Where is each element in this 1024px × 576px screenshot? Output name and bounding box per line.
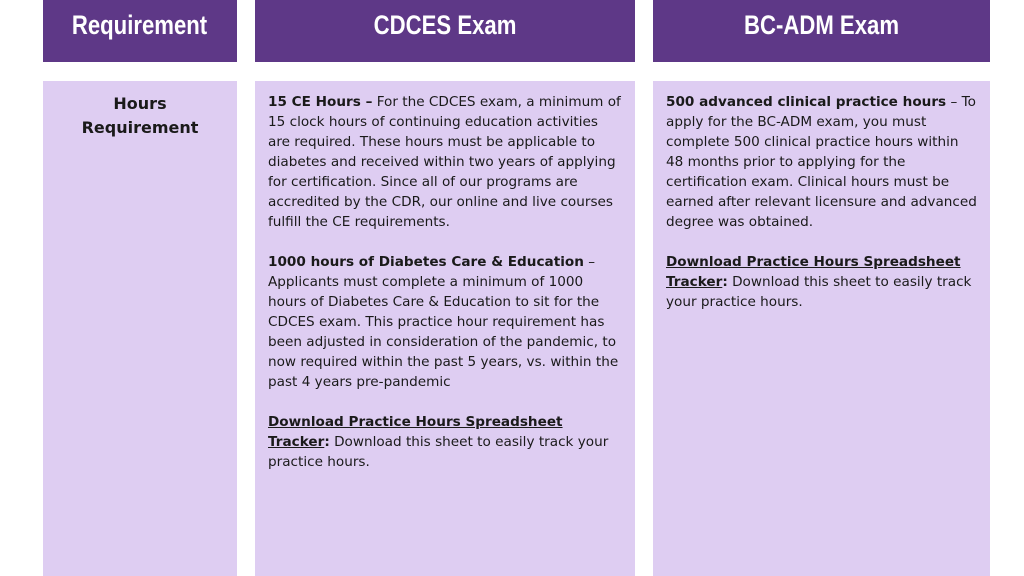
header-cdces-label: CDCES Exam bbox=[373, 9, 517, 40]
cell-bcadm-hours bbox=[653, 81, 990, 576]
bcadm-download-paragraph bbox=[666, 252, 977, 312]
bcadm-download-text: Download this sheet to easily track your practice hours. bbox=[666, 274, 972, 310]
cdces-care-text: – Applicants must complete a minimum of 1000 hours of Diabetes Care & Education to sit for the CDCES exam. This practice hour requirement has been adjusted in consideration of the pandemic, to now required within the past 5 years, vs. within the past 4 years pre-pandemic bbox=[268, 254, 619, 390]
bcadm-clinical-paragraph bbox=[666, 92, 977, 232]
cdces-care-paragraph bbox=[268, 252, 622, 392]
header-bcadm-exam bbox=[653, 0, 990, 62]
bcadm-clinical-title: 500 advanced clinical practice hours bbox=[666, 94, 947, 110]
cdces-download-text: Download this sheet to easily track your practice hours. bbox=[268, 434, 609, 470]
header-requirement-label: Requirement bbox=[72, 9, 208, 40]
bcadm-download-link[interactable]: Download Practice Hours Spreadsheet Tracker bbox=[666, 254, 961, 290]
cell-hours-requirement bbox=[43, 81, 237, 576]
cdces-care-title: 1000 hours of Diabetes Care & Education bbox=[268, 254, 584, 270]
header-requirement bbox=[43, 0, 237, 62]
cdces-download-link[interactable]: Download Practice Hours Spreadsheet Tracker bbox=[268, 414, 563, 450]
cdces-download-paragraph bbox=[268, 412, 622, 472]
cdces-ce-text: For the CDCES exam, a minimum of 15 clock hours of continuing education activities are required. These hours must be applicable to diabetes and received within two years of applying for certification. Since all of our programs are accredited by the CDR, our online and live courses fulfill the CE requirements. bbox=[268, 94, 621, 230]
bcadm-clinical-text: – To apply for the BC-ADM exam, you must complete 500 clinical practice hours within 48 months prior to applying for the certification exam. Clinical hours must be earned after relevant licensure and advanced degree was obtained. bbox=[666, 94, 977, 230]
cdces-download-colon: : bbox=[324, 434, 330, 450]
hours-requirement-label: Hours Requirement bbox=[81, 94, 199, 137]
cdces-ce-title: 15 CE Hours – bbox=[268, 94, 373, 110]
cdces-ce-paragraph bbox=[268, 92, 622, 232]
bcadm-download-colon: : bbox=[722, 274, 728, 290]
header-cdces-exam bbox=[255, 0, 635, 62]
header-bcadm-label: BC-ADM Exam bbox=[743, 9, 900, 40]
cell-cdces-hours bbox=[255, 81, 635, 576]
